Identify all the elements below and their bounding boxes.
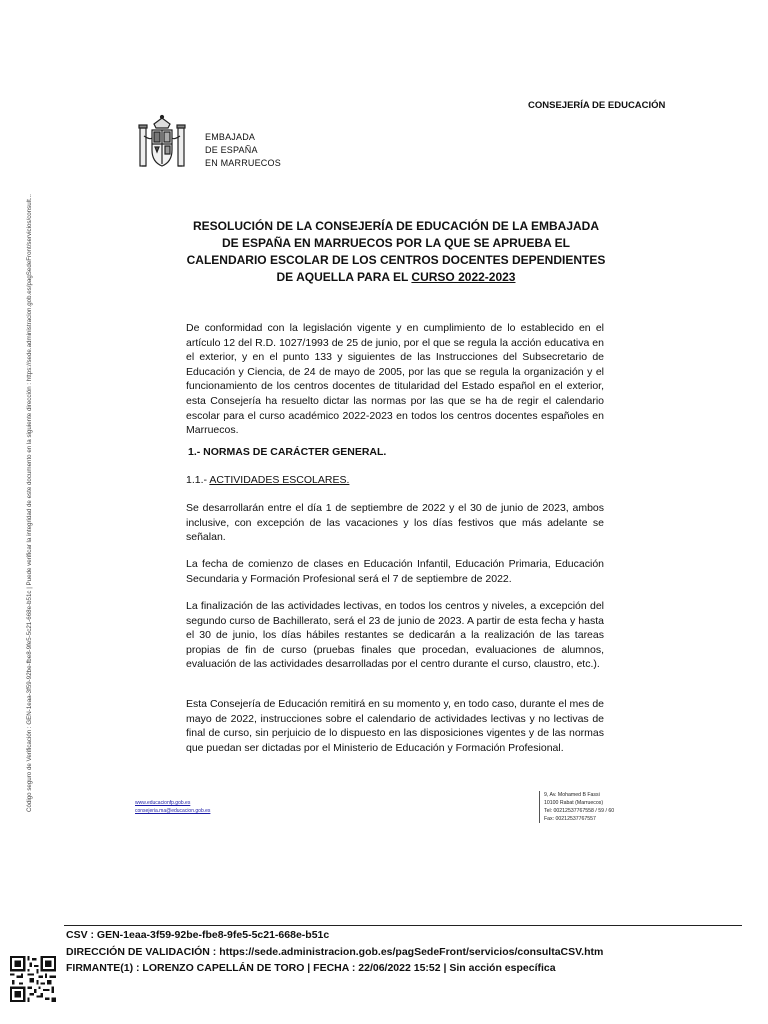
address-line: Tel: 00212537767558 / 59 / 60 bbox=[544, 808, 615, 814]
subsection-heading bbox=[186, 474, 349, 486]
paragraph-dates: Se desarrollarán entre el día 1 de septiembre de 2022 y el 30 de junio de 2023, ambos inclusive, con excepción de las vacaciones y los días festivos que más adelante se señalan. bbox=[186, 502, 604, 544]
embassy-line: EMBAJADA bbox=[205, 132, 256, 142]
qr-code-icon bbox=[10, 956, 56, 1002]
intro-paragraph: De conformidad con la legislación vigente y en cumplimiento de lo establecido en el artículo 12 del R.D. 1027/1993 de 25 de junio, por el que se regula la acción educativa en el exterior, y en el punto 133 y siguientes de las Instrucciones del Subsecretario de Educación y Ciencia, de 24 de mayo de 2005, por las que se regula la organización y el funcionamiento de los centros docentes de titularidad del Estado español en el exterior, esta Consejería ha resuelto dictar las normas por las que se ha de regir el calendario escolar para el curso académico 2022-2023 en todos los centros docentes españoles en Marruecos. bbox=[186, 322, 604, 437]
csv-code: CSV : GEN-1eaa-3f59-92be-fbe8-9fe5-5c21-668e-b51c bbox=[66, 929, 330, 941]
paragraph-start: La fecha de comienzo de clases en Educación Infantil, Educación Primaria, Educación Secundaria y Formación Profesional será el 7 de septiembre de 2022. bbox=[186, 558, 604, 585]
subsection-title: ACTIVIDADES ESCOLARES. bbox=[209, 474, 350, 486]
csv-validation-url: DIRECCIÓN DE VALIDACIÓN : https://sede.administracion.gob.es/pagSedeFront/servicios/consultaCSV.htm bbox=[66, 945, 604, 958]
website-link[interactable]: www.educacionfp.gob.es bbox=[135, 800, 191, 806]
embassy-name bbox=[205, 131, 281, 170]
csv-divider bbox=[64, 925, 742, 926]
footer-address bbox=[539, 791, 614, 823]
title-main: RESOLUCIÓN DE LA CONSEJERÍA DE EDUCACIÓN DE LA EMBAJADA DE ESPAÑA EN MARRUECOS POR LA QUE SE APRUEBA EL CALENDARIO ESCOLAR DE LOS CENTROS DOCENTES DEPENDIENTES DE AQUELLA PARA EL bbox=[186, 219, 606, 284]
footer-links bbox=[135, 799, 210, 815]
paragraph-end: La finalización de las actividades lectivas, en todos los centros y niveles, a excepción del segundo curso de Bachillerato, será el 23 de junio de 2023. A partir de esta fecha y hasta el 30 de junio, los días hábiles restantes se dedicarán a la realización de las tareas propias de fin de curso (pruebas finales que procedan, evaluaciones de alumnos, evaluación de las actividades desarrolladas por el centro durante el curso, claustro, etc.). bbox=[186, 600, 604, 671]
subsection-number: 1.1.- bbox=[186, 474, 208, 486]
csv-block bbox=[66, 927, 603, 977]
verification-side-note: Código seguro de Verificación : GEN-1eaa-3f59-92be-fbe8-9fe5-5c21-668e-b51c | Puede verificar la integridad de este documento en la siguiente dirección : https://sede.administracion.gob.es/pagSedeFront/servicios/consult... bbox=[26, 194, 33, 812]
csv-signer: FIRMANTE(1) : LORENZO CAPELLÁN DE TORO | FECHA : 22/06/2022 15:52 | Sin acción específica bbox=[66, 962, 556, 974]
email-link[interactable]: consejeria.ma@educacion.gob.es bbox=[135, 808, 211, 814]
address-line: 9, Av. Mohamed B Fassi bbox=[544, 792, 600, 798]
paragraph-instructions: Esta Consejería de Educación remitirá en su momento y, en todo caso, durante el mes de mayo de 2022, instrucciones sobre el calendario de actividades lectivas y no lectivas de final de curso, sin perjuicio de lo dispuesto en las disposiciones vigentes y de las normas que puedan ser dictadas por el Ministerio de Educación y Formación Profesional. bbox=[186, 698, 604, 754]
title-course: CURSO 2022-2023 bbox=[411, 270, 516, 284]
section-heading: 1.- NORMAS DE CARÁCTER GENERAL. bbox=[188, 446, 387, 458]
document-title bbox=[186, 218, 606, 286]
address-line: 10100 Rabat (Marruecos) bbox=[544, 800, 604, 806]
embassy-line: DE ESPAÑA bbox=[205, 145, 258, 155]
address-line: Fax: 00212537767557 bbox=[544, 816, 596, 822]
coat-of-arms-icon bbox=[136, 114, 188, 172]
embassy-line: EN MARRUECOS bbox=[205, 158, 281, 168]
department-header: CONSEJERÍA DE EDUCACIÓN bbox=[528, 100, 666, 111]
